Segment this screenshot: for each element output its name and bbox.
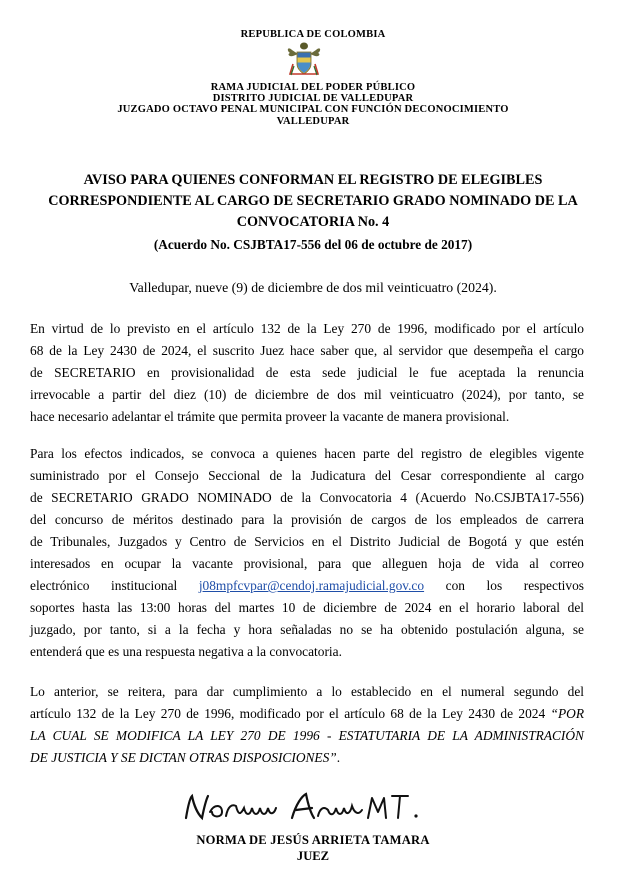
handwritten-signature bbox=[180, 788, 440, 828]
email-link[interactable]: j08mpfcvpar@cendoj.ramajudicial.gov.co bbox=[198, 578, 425, 593]
paragraph-2 bbox=[30, 443, 584, 663]
dateline: Valledupar, nueve (9) de diciembre de dos mil veinticuatro (2024). bbox=[129, 280, 497, 295]
paragraph-3-quote-start: “POR bbox=[550, 706, 584, 721]
paragraph-1-line: hace necesario adelantar el trámite que permita proveer la vacante de manera provisional. bbox=[30, 409, 510, 424]
paragraph-3-line: Lo anterior, se reitera, para dar cumplimiento a lo establecido en el numeral segundo del bbox=[30, 684, 584, 699]
paragraph-1 bbox=[30, 318, 584, 428]
paragraph-3-period: . bbox=[336, 750, 341, 765]
paragraph-1-line: 68 de la Ley 2430 de 2024, el suscrito Juez hace saber que, al servidor que desempeña el cargo bbox=[30, 343, 584, 358]
paragraph-3-quote-end: DE JUSTICIA Y SE DICTAN OTRAS DISPOSICIONES” bbox=[30, 750, 337, 765]
coat-of-arms-icon bbox=[284, 40, 324, 80]
paragraph-1-line: irrevocable a partir del diez (10) de diciembre de dos mil veinticuatro (2024), por tanto, se bbox=[30, 387, 584, 402]
paragraph-2-line: suministrado por el Consejo Seccional de la Judicatura del Cesar correspondiente al cargo bbox=[30, 468, 584, 483]
paragraph-1-line: En virtud de lo previsto en el artículo 132 de la Ley 270 de 1996, modificado por el artículo bbox=[30, 321, 584, 336]
distrito-heading: DISTRITO JUDICIAL DE VALLEDUPAR bbox=[212, 93, 414, 104]
paragraph-3-quote-line: LA CUAL SE MODIFICA LA LEY 270 DE 1996 - ESTATUTARIA DE LA ADMINISTRACIÓN bbox=[30, 728, 584, 743]
paragraph-2-line: interesados en ocupar la vacante provisional, para que alleguen hoja de vida al correo bbox=[30, 556, 584, 571]
paragraph-3-line bbox=[30, 703, 584, 725]
juzgado-heading: JUZGADO OCTAVO PENAL MUNICIPAL CON FUNCIÓN DECONOCIMIENTO bbox=[117, 104, 509, 115]
title-reference: (Acuerdo No. CSJBTA17-556 del 06 de octubre de 2017) bbox=[153, 237, 473, 252]
title-line-1: AVISO PARA QUIENES CONFORMAN EL REGISTRO DE ELEGIBLES bbox=[83, 172, 543, 188]
title-line-2: CORRESPONDIENTE AL CARGO DE SECRETARIO GRADO NOMINADO DE LA bbox=[48, 193, 578, 209]
paragraph-3 bbox=[30, 681, 584, 769]
paragraph-3-plain: artículo 132 de la Ley 270 de 1996, modificado por el artículo 68 de la Ley 2430 de 2024 bbox=[30, 706, 551, 721]
email-line bbox=[30, 575, 584, 597]
paragraph-2-line: entenderá que es una respuesta negativa a la convocatoria. bbox=[30, 644, 342, 659]
paragraph-2-line: soportes hasta las 13:00 horas del martes 10 de diciembre de 2024 en el horario laboral del bbox=[30, 600, 584, 615]
title-line-3: CONVOCATORIA No. 4 bbox=[236, 214, 390, 230]
paragraph-2-line: juzgado, por tanto, si a la fecha y hora señaladas no se ha obtenido postulación alguna, se bbox=[30, 622, 584, 637]
paragraph-2-line: de SECRETARIO GRADO NOMINADO de la Convocatoria 4 (Acuerdo No.CSJBTA17-556) bbox=[30, 490, 584, 505]
email-prefix: electrónico institucional bbox=[30, 578, 199, 593]
paragraph-2-line: Para los efectos indicados, se convoca a quienes hacen parte del registro de elegibles vigente bbox=[30, 446, 584, 461]
country-heading: REPUBLICA DE COLOMBIA bbox=[240, 29, 386, 40]
paragraph-3-line bbox=[30, 747, 584, 769]
paragraph-2-line: del concurso de méritos destinado para la provisión de cargos de los empleados de carrera bbox=[30, 512, 584, 527]
email-suffix: con los respectivos bbox=[445, 578, 584, 593]
paragraph-1-line: de SECRETARIO en provisionalidad de esta sede judicial le fue aceptada la renuncia bbox=[30, 365, 584, 380]
paragraph-2-line: de Tribunales, Juzgados y Centro de Servicios en el Distrito Judicial de Bogotá y que estén bbox=[30, 534, 584, 549]
signer-role: JUEZ bbox=[296, 849, 330, 863]
signer-name: NORMA DE JESÚS ARRIETA TAMARA bbox=[196, 833, 430, 847]
city-heading: VALLEDUPAR bbox=[276, 116, 350, 127]
rama-judicial-heading: RAMA JUDICIAL DEL PODER PÚBLICO bbox=[210, 82, 416, 93]
